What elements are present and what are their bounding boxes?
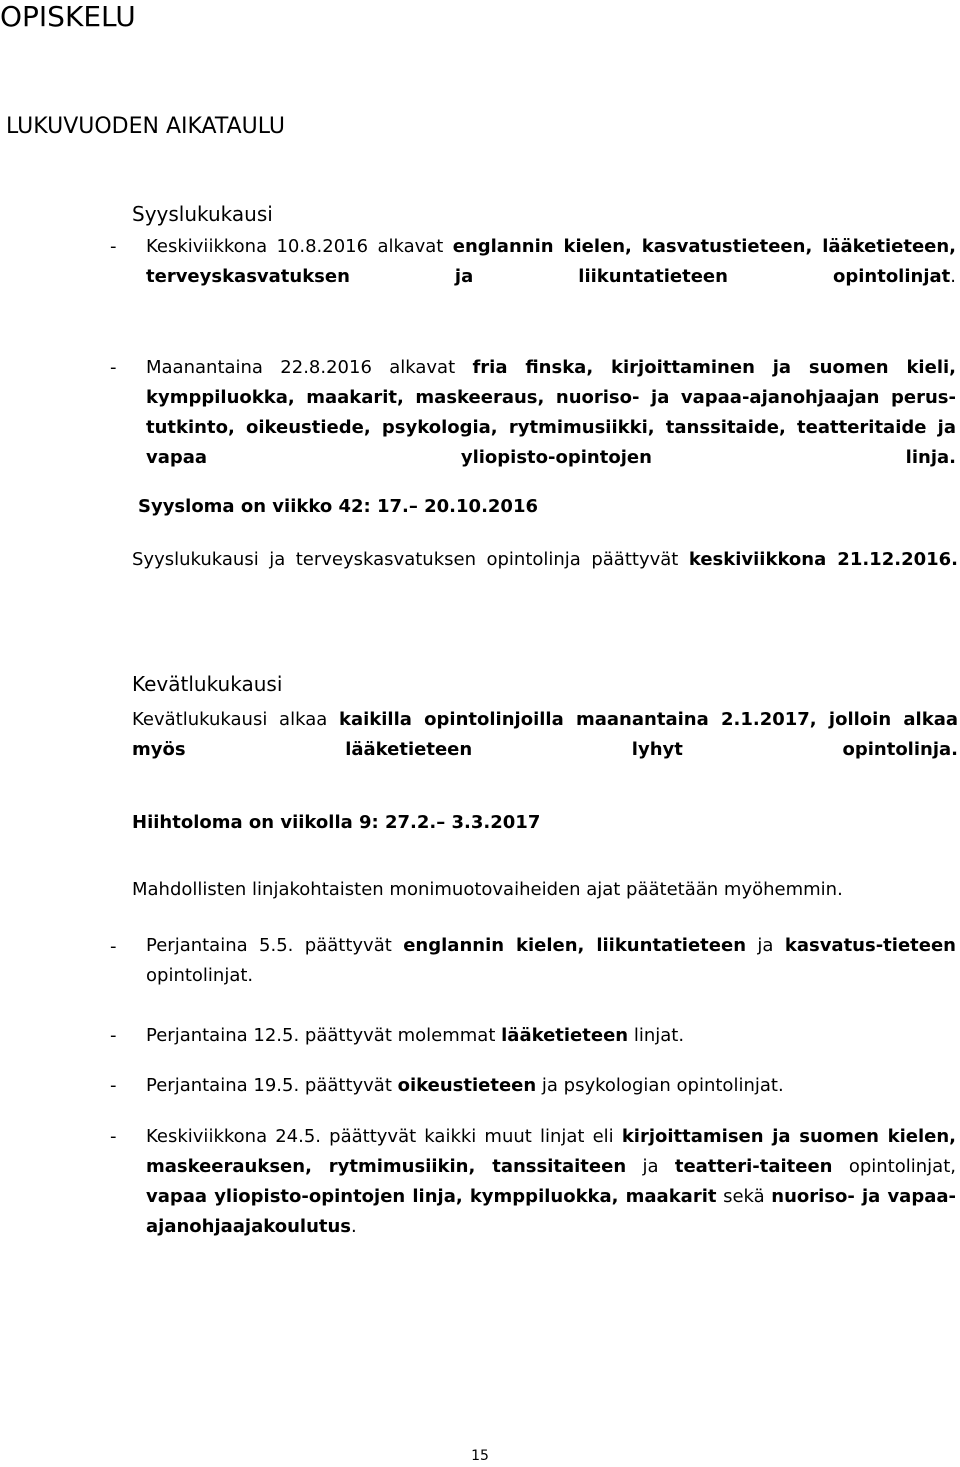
list-dash: -: [110, 357, 117, 378]
spring-note: Mahdollisten linjakohtaisten monimuotovaiheiden ajat päätetään myöhemmin.: [132, 879, 843, 900]
autumn-break-note: Syysloma on viikko 42: 17.– 20.10.2016: [138, 496, 538, 517]
spring-item-2: Perjantaina 12.5. päättyvät molemmat lääketieteen linjat.: [146, 1025, 685, 1046]
spring-heading: Kevätlukukausi: [132, 672, 283, 696]
spring-item-4: Keskiviikkona 24.5. päättyvät kaikki muut linjat eli kirjoittamisen ja suomen kielen, maskeerauksen, rytmimusiikin, tanssitaiteen ja teatteri-taiteen opintolinjat, vapaa yliopisto-opintojen linja, kymppiluokka, maakarit sekä nuoriso- ja vapaa-ajanohjaajakoulutus.: [146, 1126, 956, 1237]
spring-item-1: Perjantaina 5.5. päättyvät englannin kielen, liikuntatieteen ja kasvatus-tieteen opintolinjat.: [146, 935, 956, 986]
spring-break-note: Hiihtoloma on viikolla 9: 27.2.– 3.3.2017: [132, 812, 541, 833]
list-dash: -: [110, 936, 117, 957]
list-dash: -: [110, 1025, 117, 1046]
autumn-item-2: Maanantaina 22.8.2016 alkavat fria finska, kirjoittaminen ja suomen kieli, kymppiluokka, maakarit, maskeeraus, nuoriso- ja vapaa-ajanohjaajan perus-tutkinto, oikeustiede, psykologia, rytmimusiikki, tanssitaide, teatteritaide ja vapaa yliopisto-opintojen linja.: [146, 357, 956, 468]
list-dash: -: [110, 1126, 117, 1147]
page-number: 15: [471, 1448, 489, 1464]
list-dash: -: [110, 1075, 117, 1096]
schedule-heading: LUKUVUODEN AIKATAULU: [6, 114, 286, 139]
list-dash: -: [110, 236, 117, 257]
spring-item-3: Perjantaina 19.5. päättyvät oikeustieteen ja psykologian opintolinjat.: [146, 1075, 784, 1096]
page-title: OPISKELU: [0, 0, 136, 33]
autumn-heading: Syyslukukausi: [132, 202, 273, 226]
autumn-end-note: Syyslukukausi ja terveyskasvatuksen opintolinja päättyvät keskiviikkona 21.12.2016.: [132, 549, 959, 570]
autumn-item-1: Keskiviikkona 10.8.2016 alkavat englannin kielen, kasvatustieteen, lääketieteen, terveyskasvatuksen ja liikuntatieteen opintolinjat.: [146, 236, 957, 287]
spring-start: Kevätlukukausi alkaa kaikilla opintolinjoilla maanantaina 2.1.2017, jolloin alkaa myös lääketieteen lyhyt opintolinja.: [132, 709, 958, 760]
